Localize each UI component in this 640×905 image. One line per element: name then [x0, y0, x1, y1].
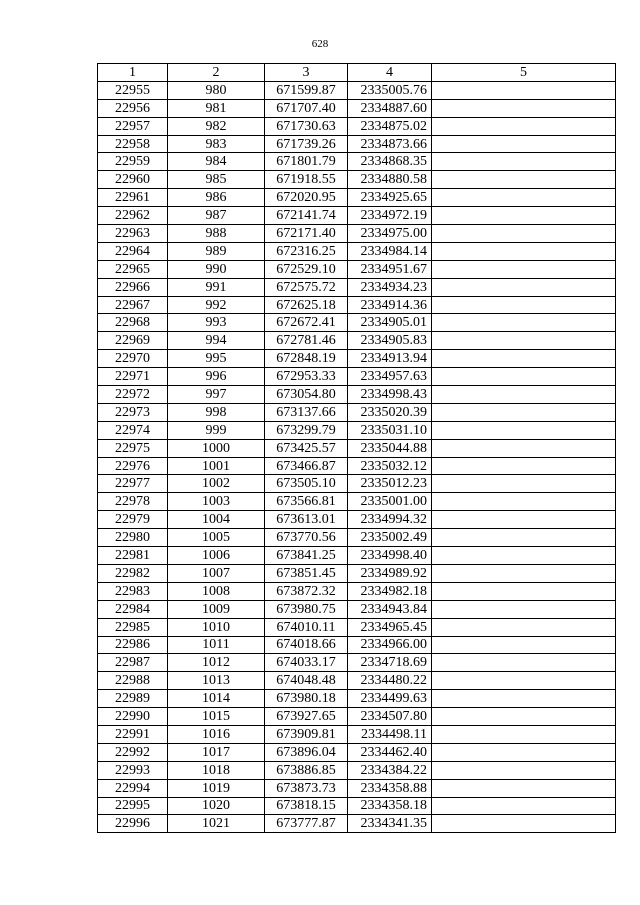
table-cell-col-2: 1005: [168, 529, 265, 547]
table-cell-col-4: 2334887.60: [348, 99, 432, 117]
table-cell-col-2: 1003: [168, 493, 265, 511]
table-cell-col-5: [432, 511, 616, 529]
table-cell-col-2: 989: [168, 242, 265, 260]
table-cell-col-5: [432, 350, 616, 368]
table-cell-col-1: 22975: [98, 439, 168, 457]
table-cell-col-1: 22973: [98, 403, 168, 421]
table-cell-col-2: 993: [168, 314, 265, 332]
table-cell-col-3: 673841.25: [265, 547, 348, 565]
table-row: [98, 153, 616, 171]
table-cell-col-2: 1009: [168, 600, 265, 618]
column-header-4: 4: [348, 64, 432, 82]
table-cell-col-3: 673927.65: [265, 708, 348, 726]
table-cell-col-1: 22983: [98, 582, 168, 600]
table-cell-col-1: 22970: [98, 350, 168, 368]
table-row: [98, 135, 616, 153]
table-cell-col-5: [432, 493, 616, 511]
table-cell-col-1: 22958: [98, 135, 168, 153]
table-cell-col-5: [432, 99, 616, 117]
table-row: [98, 511, 616, 529]
table-cell-col-1: 22991: [98, 725, 168, 743]
table-row: [98, 636, 616, 654]
table-cell-col-4: 2334965.45: [348, 618, 432, 636]
table-cell-col-1: 22969: [98, 332, 168, 350]
table-cell-col-3: 674018.66: [265, 636, 348, 654]
table-cell-col-4: 2334957.63: [348, 368, 432, 386]
table-cell-col-2: 983: [168, 135, 265, 153]
table-cell-col-1: 22976: [98, 457, 168, 475]
table-cell-col-4: 2334384.22: [348, 761, 432, 779]
table-row: [98, 81, 616, 99]
table-cell-col-2: 1012: [168, 654, 265, 672]
table-row: [98, 117, 616, 135]
table-cell-col-5: [432, 564, 616, 582]
table-cell-col-1: 22981: [98, 547, 168, 565]
table-row: [98, 457, 616, 475]
table-row: [98, 672, 616, 690]
table-cell-col-5: [432, 117, 616, 135]
table-cell-col-1: 22996: [98, 815, 168, 833]
table-cell-col-5: [432, 600, 616, 618]
table-row: [98, 439, 616, 457]
table-cell-col-2: 996: [168, 368, 265, 386]
table-cell-col-1: 22978: [98, 493, 168, 511]
table-cell-col-2: 997: [168, 386, 265, 404]
table-cell-col-2: 988: [168, 225, 265, 243]
table-cell-col-3: 673873.73: [265, 779, 348, 797]
table-cell-col-4: 2334462.40: [348, 743, 432, 761]
table-row: [98, 368, 616, 386]
table-cell-col-4: 2334905.01: [348, 314, 432, 332]
table-row: [98, 797, 616, 815]
table-row: [98, 779, 616, 797]
table-cell-col-5: [432, 815, 616, 833]
table-cell-col-5: [432, 529, 616, 547]
table-cell-col-5: [432, 457, 616, 475]
table-cell-col-4: 2334934.23: [348, 278, 432, 296]
table-cell-col-4: 2334913.94: [348, 350, 432, 368]
table-cell-col-3: 672672.41: [265, 314, 348, 332]
table-row: [98, 761, 616, 779]
table-cell-col-1: 22993: [98, 761, 168, 779]
table-row: [98, 403, 616, 421]
table-cell-col-4: 2334994.32: [348, 511, 432, 529]
table-cell-col-1: 22972: [98, 386, 168, 404]
table-cell-col-4: 2334975.00: [348, 225, 432, 243]
table-cell-col-2: 1007: [168, 564, 265, 582]
table-row: [98, 260, 616, 278]
table-cell-col-4: 2334868.35: [348, 153, 432, 171]
table-cell-col-1: 22964: [98, 242, 168, 260]
table-cell-col-2: 1001: [168, 457, 265, 475]
table-cell-col-1: 22994: [98, 779, 168, 797]
table-cell-col-5: [432, 582, 616, 600]
table-cell-col-2: 987: [168, 207, 265, 225]
table-cell-col-1: 22992: [98, 743, 168, 761]
table-cell-col-2: 1013: [168, 672, 265, 690]
table-row: [98, 332, 616, 350]
table-cell-col-3: 674048.48: [265, 672, 348, 690]
table-cell-col-1: 22960: [98, 171, 168, 189]
table-cell-col-3: 673851.45: [265, 564, 348, 582]
table-cell-col-5: [432, 242, 616, 260]
table-cell-col-5: [432, 153, 616, 171]
table-cell-col-1: 22980: [98, 529, 168, 547]
table-cell-col-3: 673980.18: [265, 690, 348, 708]
table-cell-col-5: [432, 81, 616, 99]
table-cell-col-1: 22995: [98, 797, 168, 815]
table-row: [98, 189, 616, 207]
table-cell-col-2: 999: [168, 421, 265, 439]
table-cell-col-1: 22963: [98, 225, 168, 243]
table-row: [98, 708, 616, 726]
table-cell-col-3: 673909.81: [265, 725, 348, 743]
table-cell-col-4: 2334498.11: [348, 725, 432, 743]
table-row: [98, 207, 616, 225]
table-cell-col-5: [432, 260, 616, 278]
table-cell-col-4: 2334358.88: [348, 779, 432, 797]
table-cell-col-5: [432, 403, 616, 421]
table-cell-col-2: 1002: [168, 475, 265, 493]
table-cell-col-4: 2335032.12: [348, 457, 432, 475]
table-cell-col-2: 992: [168, 296, 265, 314]
table-row: [98, 654, 616, 672]
table-row: [98, 529, 616, 547]
table-cell-col-1: 22971: [98, 368, 168, 386]
table-cell-col-2: 990: [168, 260, 265, 278]
table-cell-col-5: [432, 368, 616, 386]
table-cell-col-2: 1008: [168, 582, 265, 600]
table-row: [98, 350, 616, 368]
table-cell-col-1: 22955: [98, 81, 168, 99]
table-cell-col-1: 22959: [98, 153, 168, 171]
table-cell-col-2: 984: [168, 153, 265, 171]
table-cell-col-2: 1018: [168, 761, 265, 779]
table-cell-col-5: [432, 171, 616, 189]
table-cell-col-3: 671918.55: [265, 171, 348, 189]
table-cell-col-1: 22962: [98, 207, 168, 225]
table-cell-col-1: 22982: [98, 564, 168, 582]
table-row: [98, 386, 616, 404]
table-cell-col-5: [432, 278, 616, 296]
table-cell-col-4: 2334925.65: [348, 189, 432, 207]
table-cell-col-4: 2334966.00: [348, 636, 432, 654]
table-row: [98, 475, 616, 493]
table-cell-col-2: 1015: [168, 708, 265, 726]
table-cell-col-5: [432, 672, 616, 690]
table-cell-col-1: 22977: [98, 475, 168, 493]
table-row: [98, 314, 616, 332]
table-cell-col-2: 1014: [168, 690, 265, 708]
table-cell-col-4: 2334984.14: [348, 242, 432, 260]
table-cell-col-2: 980: [168, 81, 265, 99]
table-cell-col-3: 673777.87: [265, 815, 348, 833]
table-cell-col-4: 2335012.23: [348, 475, 432, 493]
table-row: [98, 225, 616, 243]
table-row: [98, 564, 616, 582]
table-cell-col-4: 2334718.69: [348, 654, 432, 672]
table-cell-col-4: 2334972.19: [348, 207, 432, 225]
table-cell-col-4: 2335001.00: [348, 493, 432, 511]
table-row: [98, 421, 616, 439]
table-cell-col-3: 671599.87: [265, 81, 348, 99]
table-cell-col-5: [432, 135, 616, 153]
table-cell-col-4: 2334982.18: [348, 582, 432, 600]
table-cell-col-4: 2334873.66: [348, 135, 432, 153]
table-cell-col-3: 672848.19: [265, 350, 348, 368]
table-cell-col-3: 673886.85: [265, 761, 348, 779]
table-cell-col-4: 2335005.76: [348, 81, 432, 99]
table-cell-col-3: 673466.87: [265, 457, 348, 475]
table-cell-col-4: 2335031.10: [348, 421, 432, 439]
table-cell-col-2: 1017: [168, 743, 265, 761]
table-cell-col-5: [432, 225, 616, 243]
table-cell-col-1: 22966: [98, 278, 168, 296]
table-row: [98, 493, 616, 511]
table-cell-col-2: 1021: [168, 815, 265, 833]
coordinates-table: [97, 63, 616, 833]
table-cell-col-3: 673770.56: [265, 529, 348, 547]
table-row: [98, 725, 616, 743]
column-header-1: 1: [98, 64, 168, 82]
table-cell-col-1: 22990: [98, 708, 168, 726]
table-cell-col-5: [432, 797, 616, 815]
table-cell-col-5: [432, 690, 616, 708]
table-cell-col-1: 22989: [98, 690, 168, 708]
column-header-5: 5: [432, 64, 616, 82]
table-cell-col-3: 671730.63: [265, 117, 348, 135]
table-cell-col-5: [432, 725, 616, 743]
table-cell-col-5: [432, 207, 616, 225]
table-cell-col-3: 672953.33: [265, 368, 348, 386]
table-cell-col-4: 2334998.40: [348, 547, 432, 565]
table-cell-col-2: 1016: [168, 725, 265, 743]
table-cell-col-1: 22986: [98, 636, 168, 654]
table-cell-col-4: 2335044.88: [348, 439, 432, 457]
table-row: [98, 582, 616, 600]
table-cell-col-5: [432, 421, 616, 439]
table-cell-col-1: 22961: [98, 189, 168, 207]
table-cell-col-4: 2334989.92: [348, 564, 432, 582]
table-cell-col-2: 994: [168, 332, 265, 350]
table-cell-col-2: 991: [168, 278, 265, 296]
table-cell-col-4: 2334998.43: [348, 386, 432, 404]
table-cell-col-3: 672529.10: [265, 260, 348, 278]
table-cell-col-1: 22979: [98, 511, 168, 529]
table-cell-col-5: [432, 743, 616, 761]
table-cell-col-3: 673425.57: [265, 439, 348, 457]
table-cell-col-4: 2334341.35: [348, 815, 432, 833]
table-cell-col-1: 22965: [98, 260, 168, 278]
table-cell-col-5: [432, 654, 616, 672]
table-cell-col-3: 673505.10: [265, 475, 348, 493]
table-cell-col-3: 674033.17: [265, 654, 348, 672]
table-cell-col-3: 673613.01: [265, 511, 348, 529]
table-cell-col-3: 673137.66: [265, 403, 348, 421]
table-cell-col-3: 673818.15: [265, 797, 348, 815]
table-cell-col-4: 2334943.84: [348, 600, 432, 618]
table-row: [98, 743, 616, 761]
table-cell-col-1: 22957: [98, 117, 168, 135]
table-cell-col-1: 22987: [98, 654, 168, 672]
table-cell-col-1: 22956: [98, 99, 168, 117]
table-cell-col-3: 671707.40: [265, 99, 348, 117]
table-cell-col-4: 2334951.67: [348, 260, 432, 278]
table-cell-col-3: 673054.80: [265, 386, 348, 404]
table-cell-col-3: 672020.95: [265, 189, 348, 207]
table-cell-col-3: 673896.04: [265, 743, 348, 761]
table-cell-col-4: 2334914.36: [348, 296, 432, 314]
table-row: [98, 547, 616, 565]
table-cell-col-5: [432, 761, 616, 779]
table-cell-col-2: 982: [168, 117, 265, 135]
table-cell-col-1: 22968: [98, 314, 168, 332]
table-row: [98, 171, 616, 189]
table-cell-col-5: [432, 439, 616, 457]
table-cell-col-3: 671801.79: [265, 153, 348, 171]
table-cell-col-4: 2334905.83: [348, 332, 432, 350]
table-cell-col-3: 673299.79: [265, 421, 348, 439]
table-cell-col-4: 2334507.80: [348, 708, 432, 726]
table-cell-col-5: [432, 618, 616, 636]
table-cell-col-3: 673566.81: [265, 493, 348, 511]
table-cell-col-4: 2335002.49: [348, 529, 432, 547]
table-cell-col-3: 672781.46: [265, 332, 348, 350]
table-cell-col-3: 672171.40: [265, 225, 348, 243]
table-cell-col-5: [432, 475, 616, 493]
table-cell-col-2: 1004: [168, 511, 265, 529]
table-cell-col-3: 672141.74: [265, 207, 348, 225]
table-row: [98, 278, 616, 296]
column-header-2: 2: [168, 64, 265, 82]
table-cell-col-4: 2334499.63: [348, 690, 432, 708]
table-cell-col-3: 671739.26: [265, 135, 348, 153]
table-cell-col-5: [432, 314, 616, 332]
table-row: [98, 242, 616, 260]
table-cell-col-1: 22988: [98, 672, 168, 690]
table-cell-col-2: 981: [168, 99, 265, 117]
table-cell-col-2: 1020: [168, 797, 265, 815]
table-cell-col-2: 1010: [168, 618, 265, 636]
table-row: [98, 296, 616, 314]
column-header-3: 3: [265, 64, 348, 82]
table-cell-col-1: 22967: [98, 296, 168, 314]
table-cell-col-3: 673872.32: [265, 582, 348, 600]
table-body: [98, 81, 616, 832]
table-cell-col-4: 2334358.18: [348, 797, 432, 815]
table-cell-col-5: [432, 708, 616, 726]
table-cell-col-5: [432, 386, 616, 404]
table-cell-col-5: [432, 189, 616, 207]
table-cell-col-2: 985: [168, 171, 265, 189]
table-cell-col-3: 672625.18: [265, 296, 348, 314]
table-cell-col-4: 2334880.58: [348, 171, 432, 189]
table-cell-col-4: 2335020.39: [348, 403, 432, 421]
table-cell-col-1: 22984: [98, 600, 168, 618]
table-cell-col-5: [432, 547, 616, 565]
table-cell-col-2: 1011: [168, 636, 265, 654]
table-cell-col-5: [432, 779, 616, 797]
table-cell-col-2: 1006: [168, 547, 265, 565]
table-cell-col-5: [432, 636, 616, 654]
table-cell-col-3: 673980.75: [265, 600, 348, 618]
table-cell-col-2: 1000: [168, 439, 265, 457]
table-cell-col-2: 995: [168, 350, 265, 368]
page-number: 628: [311, 38, 329, 50]
table-row: [98, 618, 616, 636]
table-cell-col-4: 2334875.02: [348, 117, 432, 135]
table-cell-col-1: 22985: [98, 618, 168, 636]
table-cell-col-3: 672316.25: [265, 242, 348, 260]
table-cell-col-5: [432, 296, 616, 314]
table-cell-col-3: 672575.72: [265, 278, 348, 296]
table-row: [98, 99, 616, 117]
table-cell-col-2: 1019: [168, 779, 265, 797]
table-row: [98, 815, 616, 833]
table-cell-col-5: [432, 332, 616, 350]
table-row: [98, 690, 616, 708]
table-cell-col-1: 22974: [98, 421, 168, 439]
table-cell-col-2: 986: [168, 189, 265, 207]
table-cell-col-2: 998: [168, 403, 265, 421]
table-cell-col-4: 2334480.22: [348, 672, 432, 690]
table-row: [98, 600, 616, 618]
table-header-row: [98, 64, 616, 82]
table-cell-col-3: 674010.11: [265, 618, 348, 636]
